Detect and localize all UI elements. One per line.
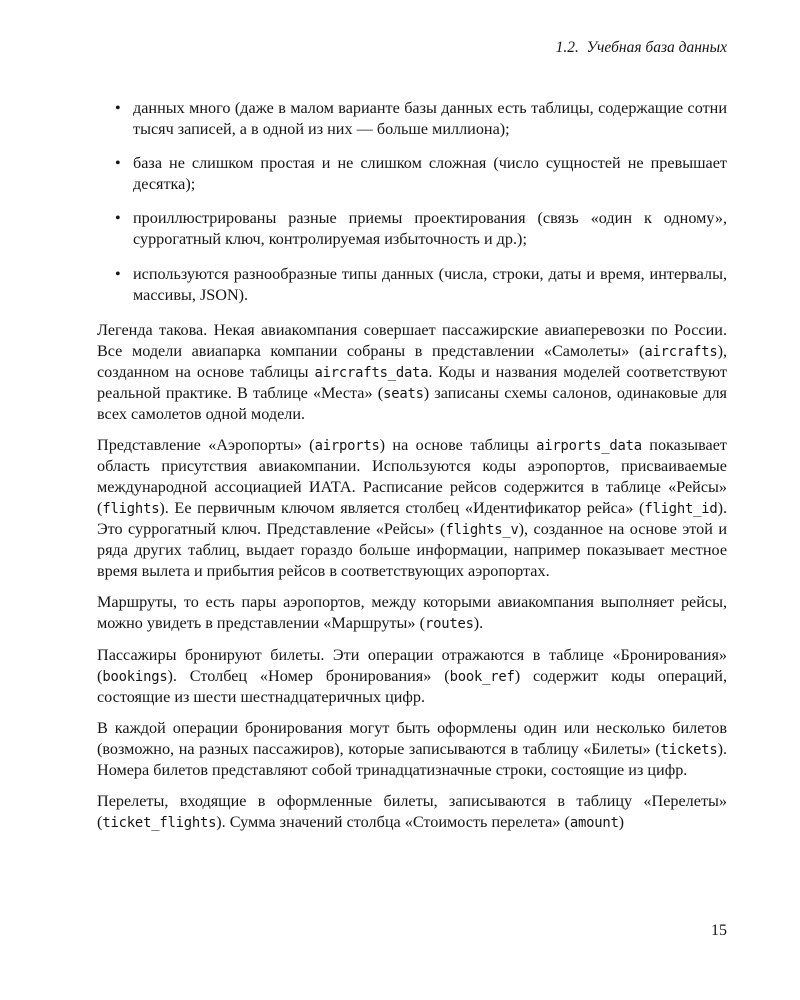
inline-code: airports_data (536, 437, 642, 454)
section-header: 1.2. Учебная база данных (555, 39, 727, 56)
bullet-list (97, 98, 727, 306)
bullet-item: • используются разнообразные типы данных (числа, строки, даты и время, интервалы, массивы, JSON). (115, 264, 727, 306)
inline-code: flights_v (445, 522, 519, 539)
paragraph: Перелеты, входящие в оформленные билеты, записываются в таблицу «Перелеты» (ticket_flights). Сумма значений столбца «Стоимость перелета» (amount) (97, 791, 727, 831)
inline-code: seats (383, 385, 424, 402)
paragraph: Пассажиры бронируют билеты. Эти операции отражаются в таблице «Бронирования» (bookings). Столбец «Номер бронирования» (book_ref) содержит коды операций, состоящие из шести шестнадцатеричных цифр. (97, 645, 728, 706)
inline-code: tickets (660, 741, 718, 758)
inline-code: amount (569, 814, 619, 831)
inline-code: airports (314, 437, 380, 454)
inline-code: book_ref (449, 668, 515, 685)
inline-code: aircrafts (644, 343, 718, 360)
paragraph: Представление «Аэропорты» (airports) на основе таблицы airports_data показывает область присутствия авиакомпании. Используются коды аэропортов, присваиваемые международной ассоциацией ИАТА. Расписание рейсов содержится в таблице «Рейсы» (flights). Ее первичным ключом является столбец «Идентификатор рейса» (flight_id). Это суррогатный ключ. Представление «Рейсы» (flights_v), созданное на основе этой и ряда других таблиц, выдает гораздо больше информации, например показывает местное время вылета и прибытия рейсов в соответствующих аэропортах. (97, 435, 727, 581)
page-number: 15 (711, 922, 727, 940)
paragraph: Маршруты, то есть пары аэропортов, между которыми авиакомпания выполняет рейсы, можно увидеть в представлении «Маршруты» (routes). (97, 593, 727, 633)
bullet-item: • данных много (даже в малом варианте базы данных есть таблицы, содержащие сотни тысяч записей, а в одной из них — больше миллиона); (115, 98, 727, 140)
inline-code: flight_id (644, 501, 718, 518)
body-paragraphs (97, 320, 727, 833)
inline-code: ticket_flights (102, 814, 217, 831)
inline-code: flights (102, 501, 160, 518)
paragraph: В каждой операции бронирования могут быть оформлены один или несколько билетов (возможно, на разных пассажиров), которые записываются в таблицу «Билеты» (tickets). Номера билетов представляют собой тринадцатизначные строки, состоящие из цифр. (97, 718, 727, 779)
paragraph: Легенда такова. Некая авиакомпания совершает пассажирские авиаперевозки по России. Все модели авиапарка компании собраны в представлении «Самолеты» (aircrafts), созданном на основе таблицы aircrafts_data. Коды и названия моделей соответствуют реальной практике. В таблице «Места» (seats) записаны схемы салонов, одинаковые для всех самолетов одной модели. (97, 320, 727, 423)
inline-code: aircrafts_data (314, 364, 429, 381)
bullet-item: • проиллюстрированы разные приемы проектирования (связь «один к одному», суррогатный ключ, контролируемая избыточность и др.); (115, 208, 727, 250)
bullet-item: • база не слишком простая и не слишком сложная (число сущностей не превышает десятка); (115, 153, 727, 195)
inline-code: bookings (102, 668, 168, 685)
inline-code: routes (424, 616, 474, 633)
